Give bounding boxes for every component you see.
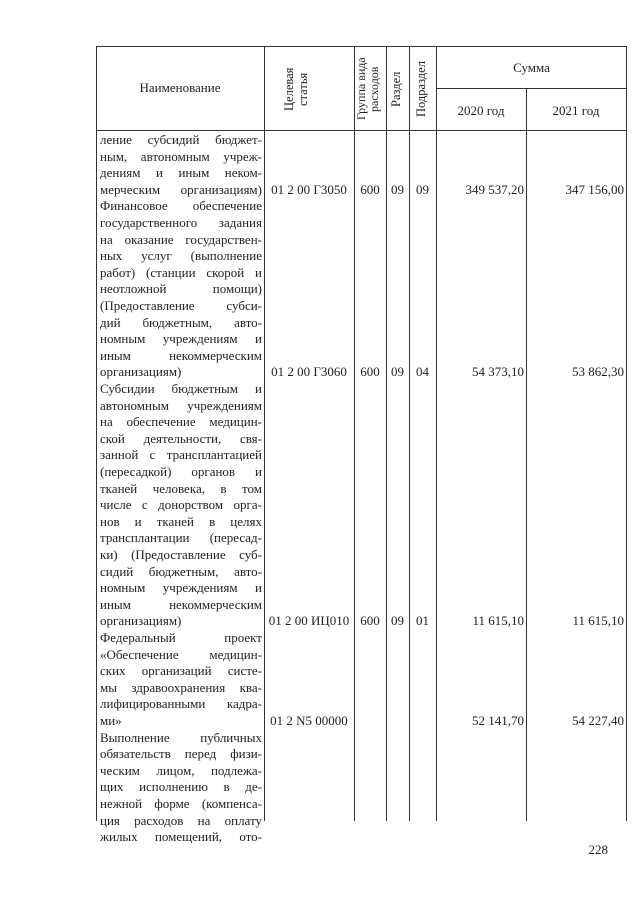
- row-1-name-line: дий бюджетным, авто-: [100, 314, 262, 330]
- budget-table: [96, 46, 627, 845]
- row-2-name-line: Субсидии бюджетным и: [100, 381, 262, 396]
- row-1-name-line: (Предоставление субси-: [100, 298, 262, 313]
- header-expense-group: Группа вида расходов: [354, 57, 381, 121]
- row-3-sum-2021: 54 227,40: [572, 713, 624, 728]
- header-year-2021: 2021 год: [552, 103, 600, 118]
- header-year-2020: 2020 год: [457, 103, 505, 118]
- row-4-name-line: обязательств перед физи-: [100, 746, 262, 762]
- row-1-name-line: иным некоммерческим: [100, 347, 262, 363]
- row-1-name-line: неотложной помощи): [100, 281, 262, 297]
- row-2-expense-group: 600: [360, 613, 380, 629]
- row-1-name-line: государственного задания: [100, 215, 262, 230]
- row-0-subsection: 09: [416, 181, 429, 197]
- header-subsection: Подраздел: [414, 61, 428, 117]
- row-2-name-line: занной с трансплантацией: [100, 447, 262, 463]
- header-name: Наименование: [139, 80, 221, 95]
- row-0-name-line: дениям и иным неком-: [100, 165, 262, 181]
- row-3-name-line: ми»: [100, 713, 122, 728]
- table-left-border: [96, 46, 97, 821]
- row-1-target: 01 2 00 Г3060: [271, 364, 347, 380]
- row-0-sum-2020: 349 537,20: [465, 181, 524, 197]
- col-divider-1: [264, 46, 265, 821]
- row-1-name-line: Финансовое обеспечение: [100, 198, 262, 214]
- row-4-name-line: ческим лицом, подлежа-: [100, 762, 262, 778]
- row-2-name-line: (пересадкой) органов и: [100, 464, 262, 479]
- row-2-name-line: нов и тканей в целях: [100, 513, 262, 529]
- row-3-name-line: мы здравоохранения ква-: [100, 679, 262, 695]
- row-1-sum-2020: 54 373,10: [472, 364, 524, 380]
- row-2-name-line: автономным учреждениям: [100, 397, 262, 413]
- row-3-sum-2020: 52 141,70: [472, 713, 524, 728]
- row-1-expense-group: 600: [360, 364, 380, 380]
- row-2-subsection: 01: [416, 613, 429, 629]
- row-2-sum-2021: 11 615,10: [572, 613, 624, 629]
- col-divider-3: [386, 46, 387, 821]
- col-divider-5: [436, 46, 437, 821]
- row-0-name-line: ным, автономным учреж-: [100, 148, 262, 164]
- header-section: Раздел: [389, 71, 403, 107]
- row-4-name-line: щих исполнению в де-: [100, 779, 262, 795]
- header-target: Целевая статья: [282, 67, 310, 111]
- row-2-name-line: иным некоммерческим: [100, 596, 262, 612]
- row-1-name-line: организациям): [100, 364, 182, 380]
- header-bottom-border: [96, 130, 627, 131]
- row-1-name-line: работ) (станции скорой и: [100, 264, 262, 280]
- row-2-name-line: ки) (Предоставление суб-: [100, 547, 262, 562]
- sum-header-divider: [436, 88, 627, 89]
- table-top-border: [96, 46, 627, 47]
- row-2-sum-2020: 11 615,10: [472, 613, 524, 629]
- col-divider-6: [526, 88, 527, 821]
- row-2-name-line: трансплантации (пересад-: [100, 530, 262, 546]
- row-1-name-line: номным учреждениям и: [100, 331, 262, 347]
- row-2-name-line: сидий бюджетным, авто-: [100, 563, 262, 579]
- col-divider-4: [409, 46, 410, 821]
- row-2-name-line: организациям): [100, 613, 182, 629]
- row-0-section: 09: [391, 181, 404, 197]
- row-4-name-line: ция расходов на оплату: [100, 812, 262, 828]
- row-3-name-line: «Обеспечение медицин-: [100, 646, 262, 662]
- table-right-border: [626, 46, 627, 821]
- row-3-name-line: Федеральный проект: [100, 630, 262, 645]
- row-3-name-line: лифицированными кадра-: [100, 696, 262, 712]
- row-2-name-line: номным учреждениям и: [100, 580, 262, 596]
- row-0-target: 01 2 00 Г3050: [271, 181, 347, 197]
- row-4-name-line: жилых помещений, ото-: [100, 829, 262, 845]
- row-1-section: 09: [391, 364, 404, 380]
- row-0-expense-group: 600: [360, 181, 380, 197]
- row-1-name-line: ных услуг (выполнение: [100, 248, 262, 264]
- row-2-name-line: числе с донорством орга-: [100, 497, 262, 513]
- row-1-subsection: 04: [416, 364, 429, 380]
- row-0-name-line: мерческим организациям): [100, 181, 262, 197]
- row-2-section: 09: [391, 613, 404, 629]
- row-2-name-line: ской деятельности, свя-: [100, 430, 262, 446]
- header-sum: Сумма: [513, 60, 550, 75]
- row-2-name-line: на обеспечение медицин-: [100, 414, 262, 430]
- row-0-sum-2021: 347 156,00: [565, 181, 624, 197]
- row-0-name-line: ление субсидий бюджет-: [100, 132, 262, 147]
- row-3-target: 01 2 N5 00000: [270, 713, 348, 728]
- col-divider-2: [354, 46, 355, 821]
- row-1-name-line: на оказание государствен-: [100, 231, 262, 247]
- row-4-name-line: нежной форме (компенса-: [100, 796, 262, 811]
- row-1-sum-2021: 53 862,30: [572, 364, 624, 380]
- row-4-name-line: Выполнение публичных: [100, 729, 262, 745]
- page-number: 228: [588, 842, 608, 857]
- row-2-target: 01 2 00 ИЦ010: [268, 613, 350, 629]
- row-3-name-line: ских организаций систе-: [100, 663, 262, 679]
- row-2-name-line: тканей человека, в том: [100, 480, 262, 496]
